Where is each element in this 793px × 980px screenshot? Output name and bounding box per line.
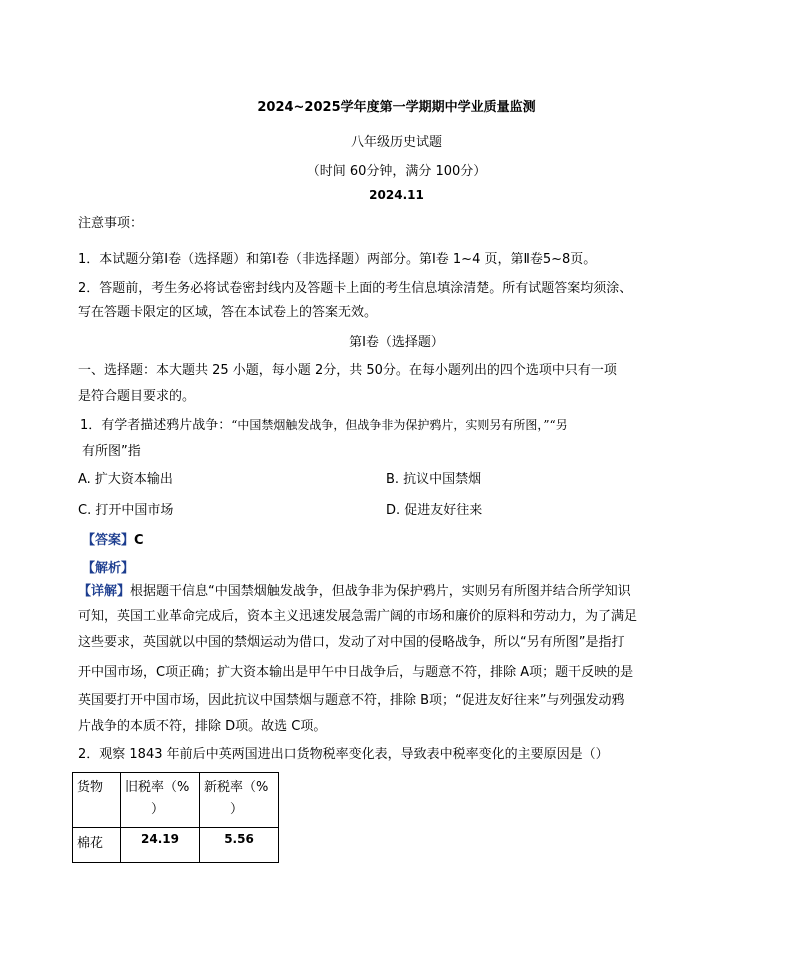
q1-answer [82, 529, 144, 548]
q1-stem-line-1 [80, 416, 568, 435]
notice-heading: 注意事项： [78, 216, 144, 231]
table-header-cell: 货物 [73, 773, 121, 828]
subject-title: 八年级历史试题 [350, 135, 442, 150]
section-title: 第Ⅰ卷（选择题） [349, 335, 444, 350]
q1-stem-quote: “中国禁烟触发战争，但战争非为保护鸦片，实则另有所图，”“另 [231, 418, 568, 432]
table-header-cell: 旧税率（% ） [121, 773, 200, 828]
q1-stem-prefix: 1．有学者描述鸦片战争： [80, 418, 232, 433]
exam-title: 2024~2025学年度第一学期期中学业质量监测 [257, 100, 536, 115]
exam-date: 2024.11 [369, 188, 424, 202]
notice-item-1: 1．本试题分第Ⅰ卷（选择题）和第Ⅰ卷（非选择题）两部分。第Ⅰ卷 1~4 页，第Ⅱ卷5~8页。 [78, 252, 597, 267]
time-info: （时间 60分钟，满分 100分） [306, 164, 487, 179]
q1-detail-line-1 [78, 583, 631, 601]
q1-option-a: A. 扩大资本输出 [78, 472, 173, 487]
table-header-row [73, 773, 279, 828]
section-intro-line-1: 一、选择题：本大题共 25 小题，每小题 2分，共 50分。在每小题列出的四个选项中只有一项 [78, 363, 617, 378]
table-header-cell: 新税率（% ） [200, 773, 279, 828]
notice-item-2-line-1: 2．答题前，考生务必将试卷密封线内及答题卡上面的考生信息填涂清楚。所有试题答案均须涂、 [78, 281, 633, 296]
table-cell: 棉花 [73, 828, 121, 863]
q1-option-b: B. 抗议中国禁烟 [386, 472, 482, 487]
tax-rate-table [72, 772, 279, 863]
q1-stem-line-2: 有所图”指 [82, 444, 141, 459]
table-cell: 24.19 [121, 828, 200, 863]
section-intro-line-2: 是符合题目要求的。 [78, 389, 196, 404]
detail-text-1: 根据题干信息“中国禁烟触发战争，但战争非为保护鸦片，实则另有所图并结合所学知识 [130, 584, 631, 599]
notice-item-2-line-2: 写在答题卡限定的区域，答在本试卷上的答案无效。 [78, 305, 378, 320]
q1-detail-line-6: 片战争的本质不符，排除 D项。故选 C项。 [78, 719, 327, 734]
answer-value: C [134, 533, 144, 548]
q2-stem: 2．观察 1843 年前后中英两国进出口货物税率变化表，导致表中税率变化的主要原因是（） [78, 747, 609, 762]
table-row [73, 828, 279, 863]
q1-option-c: C. 打开中国市场 [78, 503, 174, 518]
answer-label: 【答案】 [82, 533, 135, 548]
q1-detail-line-5: 英国要打开中国市场，因此抗议中国禁烟与题意不符，排除 B项；“促进友好往来”与列强发动鸦 [78, 693, 625, 708]
q1-detail-line-2: 可知，英国工业革命完成后，资本主义迅速发展急需广阔的市场和廉价的原料和劳动力，为了满足 [78, 609, 638, 624]
detail-label: 【详解】 [78, 584, 131, 599]
q1-analysis-label: 【解析】 [82, 561, 135, 576]
table-cell: 5.56 [200, 828, 279, 863]
q1-detail-line-4: 开中国市场，C项正确；扩大资本输出是甲午中日战争后，与题意不符，排除 A项；题干反映的是 [78, 665, 634, 680]
q1-option-d: D. 促进友好往来 [386, 503, 483, 518]
q1-detail-line-3: 这些要求，英国就以中国的禁烟运动为借口，发动了对中国的侵略战争，所以“另有所图”是指打 [78, 635, 625, 650]
